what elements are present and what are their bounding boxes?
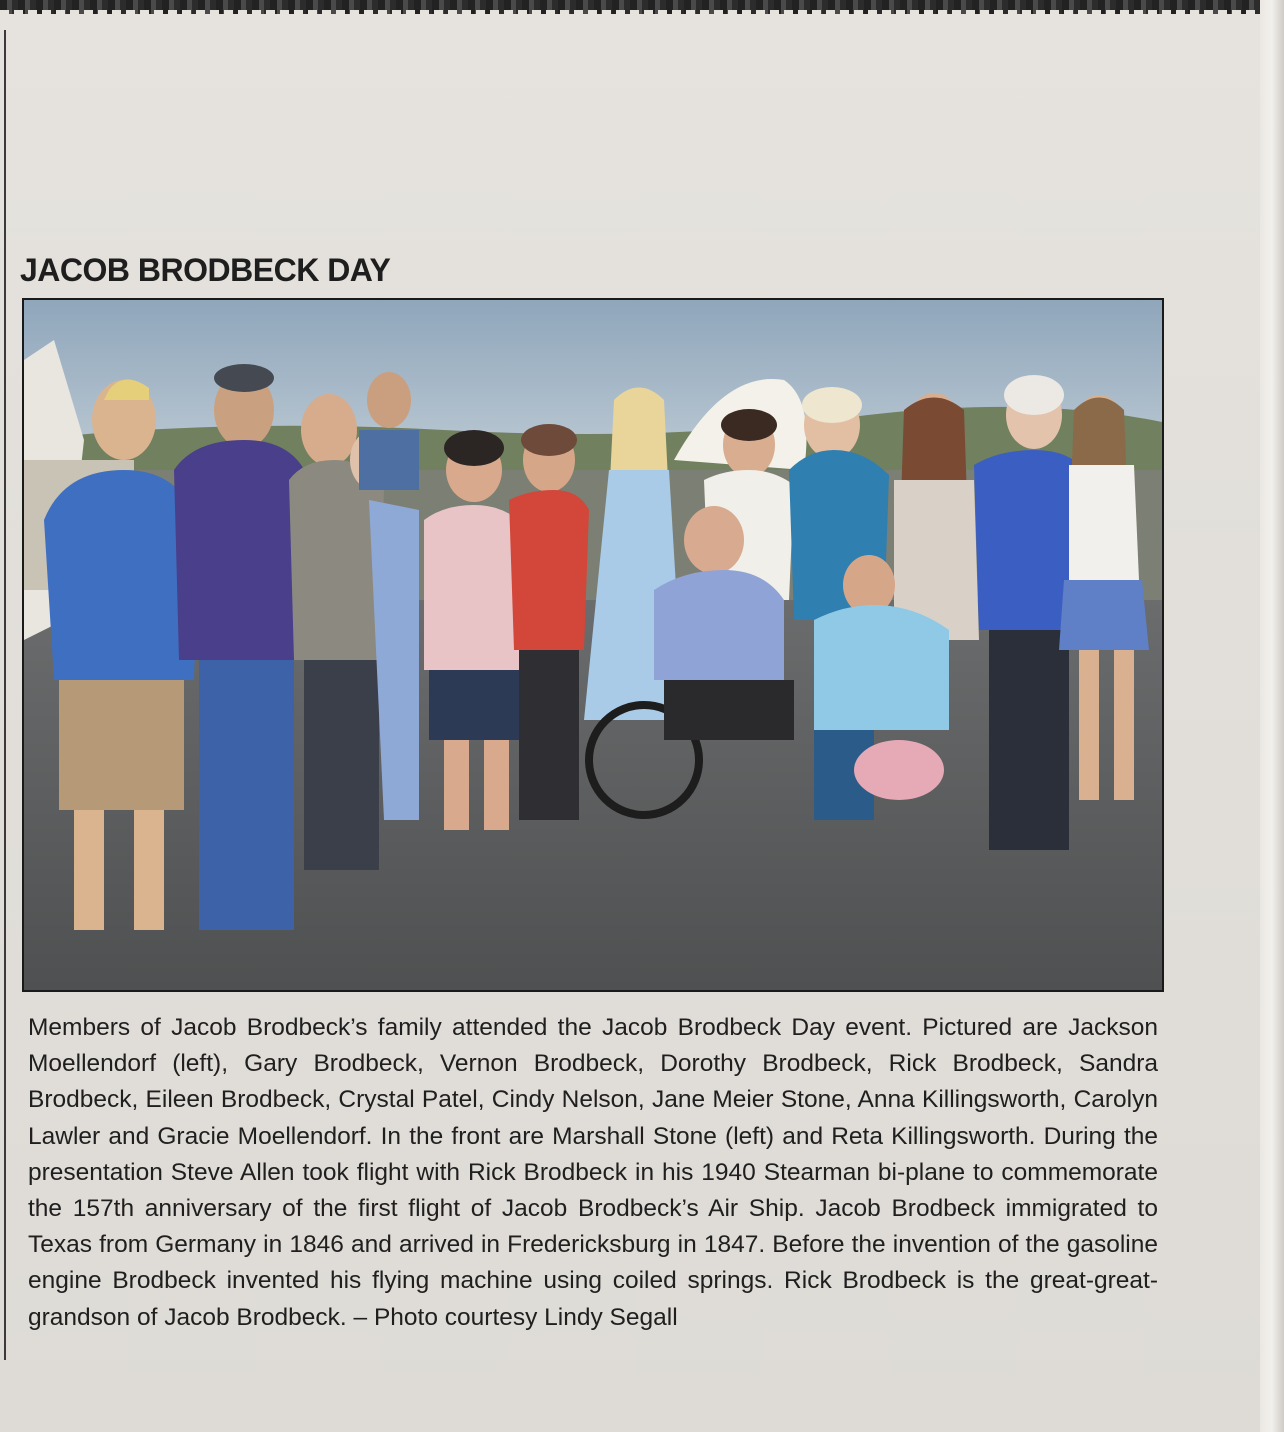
photo-credit: Photo courtesy Lindy Segall	[373, 1303, 678, 1331]
group-photo	[22, 298, 1164, 992]
caption-text: Members of Jacob Brodbeck’s family attended the Jacob Brodbeck Day event. Pictured are Jackson Moellendorf (left), Gary Brodbeck, Vernon Brodbeck, Dorothy Brodbeck, Rick Brodbeck, Sandra Brodbeck, Eileen Brodbeck, Crystal Patel, Cindy Nelson, Jane Meier Stone, Anna Killingsworth, Carolyn Lawler and Gracie Moellendorf. In the front are Marshall Stone (left) and Reta Killingsworth. During the presentation Steve Allen took flight with Rick Brodbeck in his 1940 Stearman bi-plane to commemorate the 157th anniversary of the first flight of Jacob Brodbeck’s Air Ship. Jacob Brodbeck immigrated to Texas from Germany in 1846 and arrived in Fredericksburg in 1847. Before the invention of the gasoline engine Brodbeck invented his flying machine using coiled springs. Rick Brodbeck is the great-great-grandson of Jacob Brodbeck. –	[28, 1014, 1158, 1331]
group-photo-illustration	[24, 300, 1162, 990]
page-edge-strip	[1260, 0, 1284, 1432]
photo-caption	[28, 1010, 1158, 1336]
torn-edge-texture	[0, 10, 1284, 18]
headline: JACOB BRODBECK DAY	[20, 252, 391, 288]
column-rule	[4, 30, 6, 1360]
